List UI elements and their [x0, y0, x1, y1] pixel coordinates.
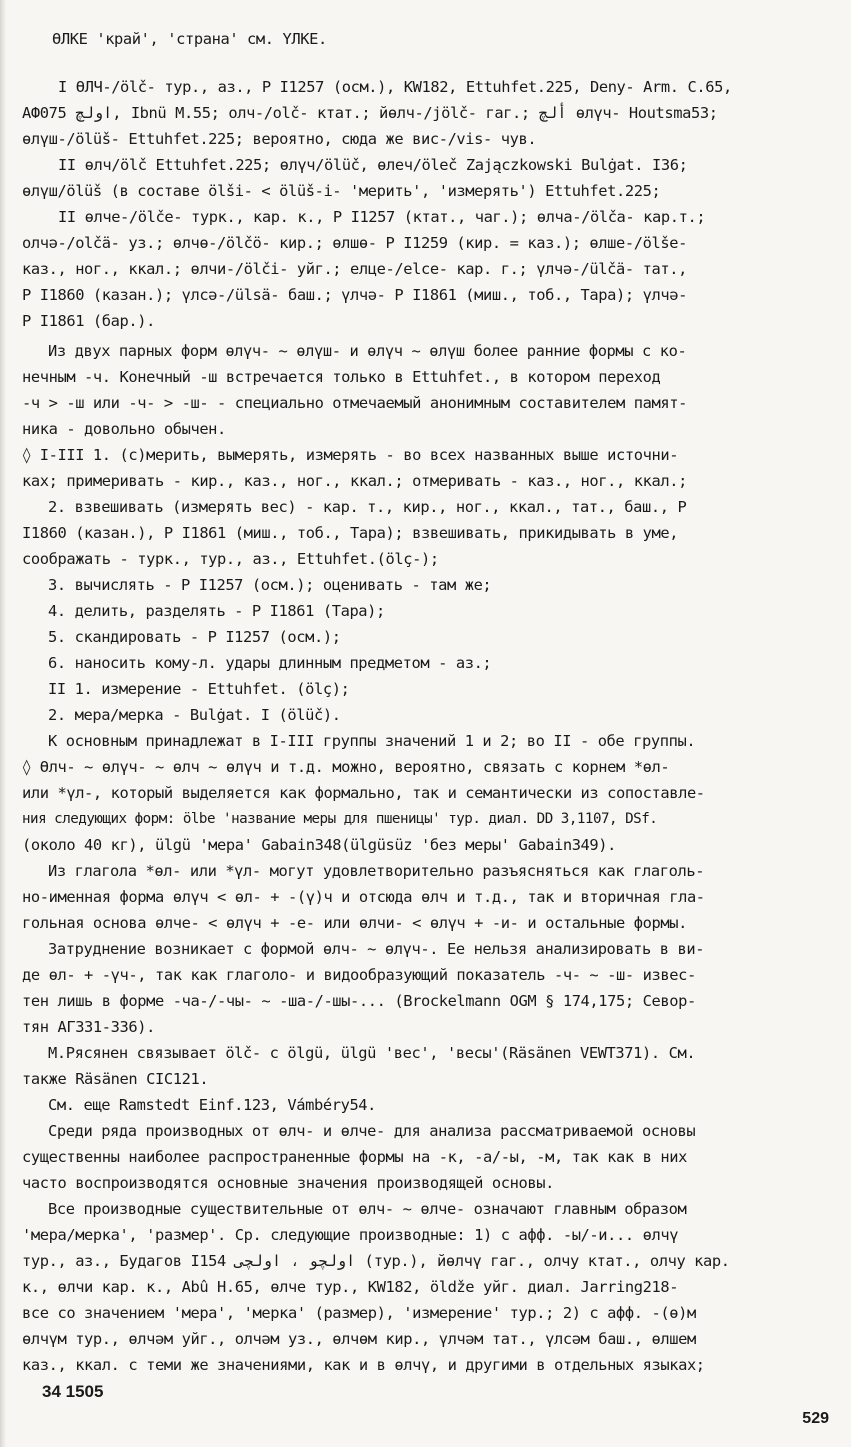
text-line: 4. делить, разделять - Р I1861 (Тара); [48, 602, 385, 620]
text-line: ӨЛКЕ 'край', 'страна' см. ҮЛКЕ. [52, 30, 327, 48]
text-line: II 1. измерение - Ettuhfet. (ölç); [48, 680, 350, 698]
text-line: тен лишь в форме -ча-/-чы- ~ -ша-/-шы-... (Brockelmann OGM § 174,175; Севор- [22, 992, 696, 1010]
text-line: Из глагола *өл- или *үл- могут удовлетворительно разъясняться как глаголь- [48, 862, 705, 880]
text-line: тян АГ331-336). [22, 1018, 155, 1036]
text-line: часто воспроизводятся основные значения производящей основы. [22, 1174, 554, 1192]
text-line: (около 40 кг), ülgü 'мера' Gabain348(ülgüsüz 'без меры' Gabain349). [22, 836, 617, 854]
text-line: 3. вычислять - Р I1257 (осм.); оценивать - там же; [48, 576, 492, 594]
text-line: нечным -ч. Конечный -ш встречается только в Ettuhfet., в котором переход [22, 368, 661, 386]
text-line: К основным принадлежат в I-III группы значений 1 и 2; во II - обе группы. [48, 732, 696, 750]
text-line: 'мера/мерка', 'размер'. Ср. следующие производные: 1) с афф. -ы/-и... өлчү [22, 1226, 679, 1244]
text-line: I ӨЛЧ-/ӧlč- тур., аз., Р I1257 (осм.), KW182, Ettuhfet.225, Deny- Arm. C.65, [58, 78, 732, 96]
text-line: өлүш-/ölüš- Ettuhfet.225; вероятно, сюда же виc-/vis- чув. [22, 130, 537, 148]
text-line: ника - довольно обычен. [22, 420, 226, 438]
text-line: өлчүм тур., өлчәм уйг., олчәм уз., өлчөм кир., үлчәм тат., үлсәм баш., өлшем [22, 1330, 696, 1348]
text-line: соображать - турк., тур., аз., Ettuhfet.(ölç-); [22, 550, 439, 568]
text-line: АФ075 اولچ, Ibnü M.55; олч-/olč- ктат.; йөлч-/jölč- гаг.; ألچ өлүч- Houtsma53; [22, 104, 718, 122]
text-line: Р I1861 (бар.). [22, 312, 155, 330]
text-line: де өл- + -үч-, так как глаголо- и видообразующий показатель -ч- ~ -ш- извес- [22, 966, 696, 984]
page-number: 529 [802, 1410, 829, 1427]
scan-edge [0, 0, 6, 1447]
text-line: ◊ I-III 1. (с)мерить, вымерять, измерять - во всех названных выше источни- [22, 446, 679, 464]
text-line: или *үл-, который выделяется как формально, так и семантически из сопоставле- [22, 784, 705, 802]
text-line: каз., ккал. с теми же значениями, как и в өлчү, и другими в отдельных языках; [22, 1356, 705, 1374]
text-line: все со значением 'мера', 'мерка' (размер), 'измерение' тур.; 2) с афф. -(ө)м [22, 1304, 696, 1322]
text-line: гольная основа өлче- < өлүч + -е- или өлчи- < өлүч + -и- и остальные формы. [22, 914, 687, 932]
text-line: ◊ Өлч- ~ өлүч- ~ өлч ~ өлүч и т.д. можно, вероятно, связать с корнем *өл- [22, 758, 670, 776]
text-line: Среди ряда производных от өлч- и өлче- для анализа рассматриваемой основы [48, 1122, 696, 1140]
text-line: каз., ног., ккал.; өлчи-/ölči- уйг.; елце-/elce- кар. г.; үлчә-/ülčä- тат., [22, 260, 687, 278]
text-line: но-именная форма өлүч < өл- + -(ү)ч и отсюда өлч и т.д., так и вторичная гла- [22, 888, 705, 906]
text-line: II өлче-/ölče- турк., кар. к., Р I1257 (ктат., чаг.); өлча-/ölča- кар.т.; [58, 208, 706, 226]
text-line: ния следующих форм: ölbe 'название меры для пшеницы' тур. диал. DD 3,1107, DSf. [22, 811, 658, 827]
text-line: существенны наиболее распространенные формы на -к, -а/-ы, -м, так как в них [22, 1148, 687, 1166]
text-line: также Räsänen CIC121. [22, 1070, 209, 1088]
text-line: I1860 (казан.), Р I1861 (миш., тоб., Тара); взвешивать, прикидывать в уме, [22, 524, 679, 542]
print-code: 34 1505 [42, 1382, 104, 1401]
text-line: 6. наносить кому-л. удары длинным предметом - аз.; [48, 654, 492, 672]
text-line: ках; примеривать - кир., каз., ног., ккал.; отмеривать - каз., ног., ккал.; [22, 472, 687, 490]
text-line: 2. взвешивать (измерять вес) - кар. т., кир., ног., ккал., тат., баш., Р [48, 498, 687, 516]
text-line: Р I1860 (казан.); үлсә-/ülsä- баш.; үлчә- Р I1861 (миш., тоб., Тара); үлчә- [22, 286, 687, 304]
text-line: өлүш/ölüš (в составе ölši- < ölüš-i- 'мерить', 'измерять') Ettuhfet.225; [22, 182, 661, 200]
text-line: См. еще Ramstedt Einf.123, Vámbéry54. [48, 1096, 377, 1114]
text-line: -ч > -ш или -ч- > -ш- - специально отмечаемый анонимным составителем памят- [22, 394, 687, 412]
text-line: Из двух парных форм өлүч- ~ өлүш- и өлүч ~ өлүш более ранние формы с ко- [48, 342, 687, 360]
text-line: 5. скандировать - Р I1257 (осм.); [48, 628, 341, 646]
text-line: II өлч/ölč Ettuhfet.225; өлүч/ölüč, өлеч/öleč Zajączkowski Bulġat. I36; [58, 156, 688, 174]
text-line: к., өлчи кар. к., Abû H.65, өлче тур., KW182, öldže уйг. диал. Jarring218- [22, 1278, 679, 1296]
text-line: 2. мера/мерка - Bulġat. I (ölüč). [48, 706, 341, 724]
text-line: тур., аз., Будагов I154 اولچو ، اولچی (тур.), йөлчү гаг., олчу ктат., олчу кар. [22, 1252, 730, 1270]
text-line: Все производные существительные от өлч- ~ өлче- означают главным образом [48, 1200, 687, 1218]
text-line: М.Рясянен связывает ölč- с ölgü, ülgü 'вес', 'весы'(Räsänen VEWT371). См. [48, 1044, 696, 1062]
text-line: олчә-/olčä- уз.; өлчө-/ölčö- кир.; өлшө- Р I1259 (кир. = каз.); өлше-/ölše- [22, 234, 687, 252]
text-line: Затруднение возникает с формой өлч- ~ өлүч-. Ее нельзя анализировать в ви- [48, 940, 705, 958]
